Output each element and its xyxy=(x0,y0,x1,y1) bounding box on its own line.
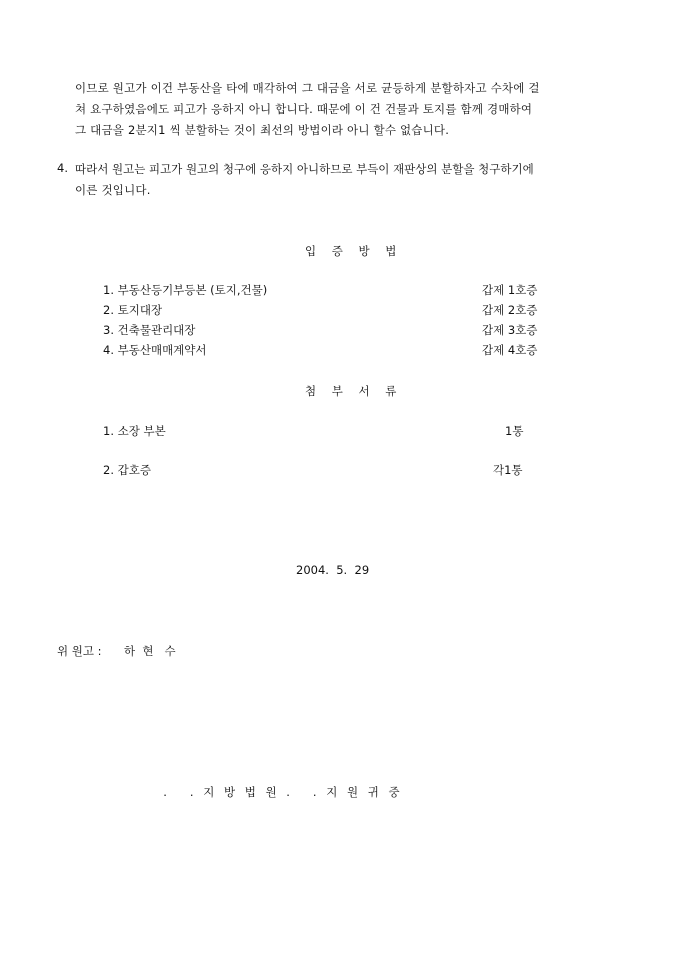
paragraph-4-number: 4. xyxy=(57,161,68,175)
paragraph-3-line-1: 이므로 원고가 이건 부동산을 타에 매각하여 그 대금을 서로 균등하게 분할하자고 수차에 걸 xyxy=(75,81,540,95)
evidence-item-ref: 갑제 1호증 xyxy=(482,283,538,297)
evidence-heading: 입 증 방 법 xyxy=(305,244,403,258)
court-addressee: . . 지 방 법 원 . . 지 원 귀 중 xyxy=(150,785,403,799)
evidence-item-label: 1. 부동산등기부등본 (토지,건물) xyxy=(103,283,268,297)
attachment-item-count: 각1통 xyxy=(493,463,523,477)
attachment-item-label: 1. 소장 부본 xyxy=(103,424,166,438)
evidence-item-ref: 갑제 3호증 xyxy=(482,323,538,337)
plaintiff-name: 하 현 수 xyxy=(124,644,176,658)
attachment-item-count: 1통 xyxy=(505,424,524,438)
evidence-item-label: 4. 부동산매매계약서 xyxy=(103,343,207,357)
evidence-item-label: 2. 토지대장 xyxy=(103,303,163,317)
evidence-item-label: 3. 건축물관리대장 xyxy=(103,323,196,337)
paragraph-3-line-3: 그 대금을 2분지1 씩 분할하는 것이 최선의 방법이라 아니 할수 없습니다. xyxy=(75,123,450,137)
document-date: 2004. 5. 29 xyxy=(296,563,370,577)
paragraph-3-line-2: 쳐 요구하였음에도 피고가 응하지 아니 합니다. 때문에 이 건 건물과 토지를 함께 경매하여 xyxy=(75,102,533,116)
evidence-item-ref: 갑제 4호증 xyxy=(482,343,538,357)
paragraph-4-line-1: 따라서 원고는 피고가 원고의 청구에 응하지 아니하므로 부득이 재판상의 분할을 청구하기에 xyxy=(75,162,534,176)
attachments-heading: 첨 부 서 류 xyxy=(305,384,403,398)
attachment-item-label: 2. 갑호증 xyxy=(103,463,151,477)
paragraph-4-line-2: 이른 것입니다. xyxy=(75,183,151,197)
evidence-item-ref: 갑제 2호증 xyxy=(482,303,538,317)
plaintiff-label: 위 원고 : xyxy=(57,644,102,658)
